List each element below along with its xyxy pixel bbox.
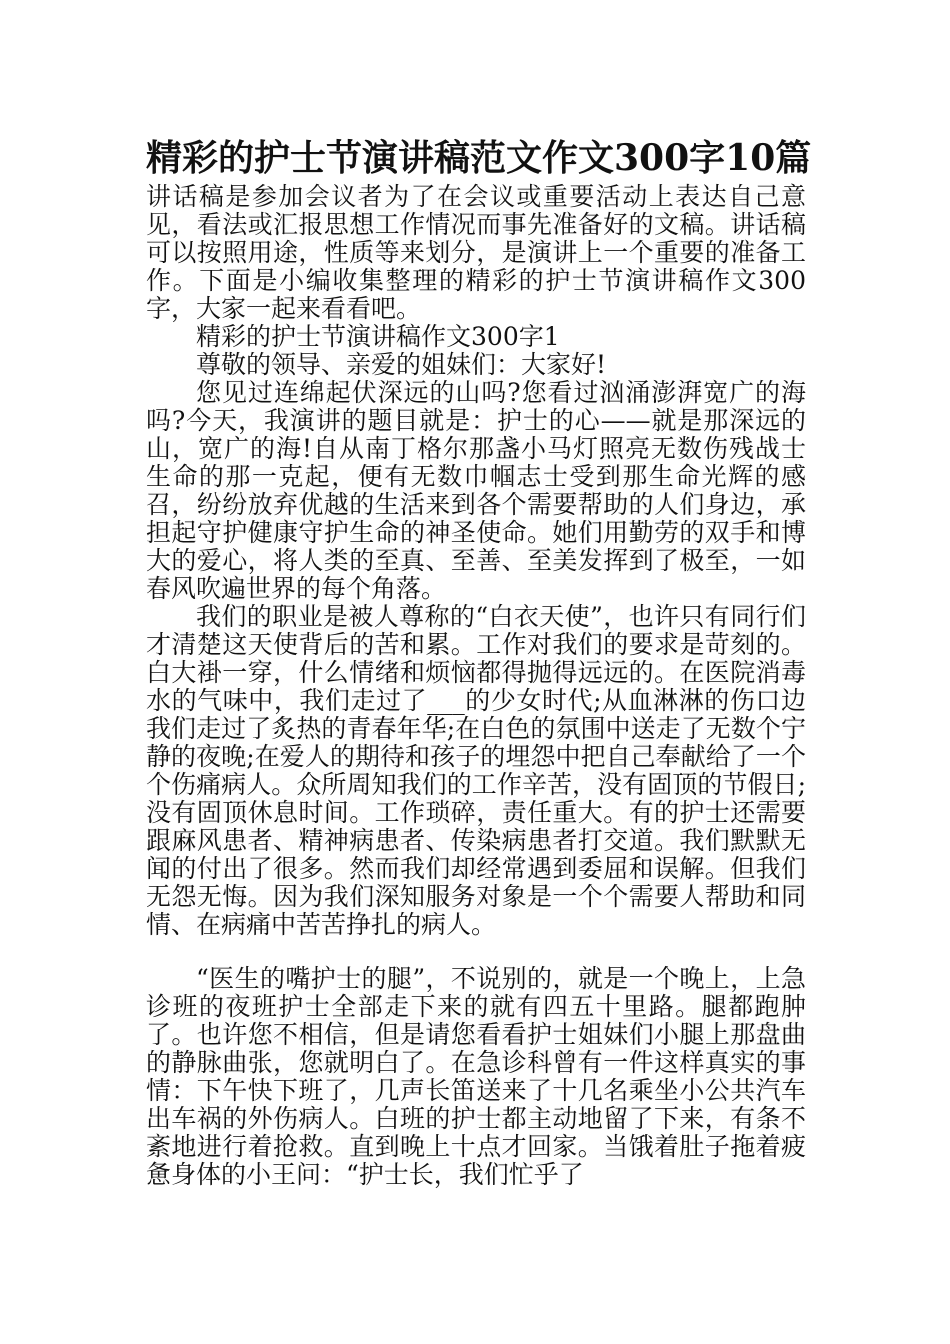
body-paragraph: 我们的职业是被人尊称的“白衣天使”，也许只有同行们才清楚这天使背后的苦和累。工作对我们的要求是苛刻的。白大褂一穿，什么情绪和烦恼都得抛得远远的。在医院消毒水的气味中，我们走过了___的少女时代;从血淋淋的伤口边我们走过了炙热的青春年华;在白色的氛围中送走了无数个宁静的夜晚;在爱人的期待和孩子的埋怨中把自己奉献给了一个个伤痛病人。众所周知我们的工作辛苦，没有固顶的节假日;没有固顶休息时间。工作琐碎，责任重大。有的护士还需要跟麻风患者、精神病患者、传染病患者打交道。我们默默无闻的付出了很多。然而我们却经常遇到委屈和误解。但我们无怨无悔。因为我们深知服务对象是一个个需要人帮助和同情、在病痛中苦苦挣扎的病人。 (146, 602, 806, 939)
document-body (146, 183, 806, 1189)
body-paragraph: “医生的嘴护士的腿”，不说别的，就是一个晚上，上急诊班的夜班护士全部走下来的就有四五十里路。腿都跑肿了。也许您不相信，但是请您看看护士姐妹们小腿上那盘曲的静脉曲张，您就明白了。在急诊科曾有一件这样真实的事情：下午快下班了，几声长笛送来了十几名乘坐小公共汽车出车祸的外伤病人。白班的护士都主动地留了下来，有条不紊地进行着抢救。直到晚上十点才回家。当饿着肚子拖着疲惫身体的小王问：“护士长，我们忙乎了 (146, 964, 806, 1189)
section-heading: 精彩的护士节演讲稿作文300字1 (196, 322, 560, 351)
body-paragraph: 您见过连绵起伏深远的山吗?您看过汹涌澎湃宽广的海吗?今天，我演讲的题目就是：护士的心——就是那深远的山，宽广的海!自从南丁格尔那盏小马灯照亮无数伤残战士生命的那一克起，便有无数巾帼志士受到那生命光辉的感召，纷纷放弃优越的生活来到各个需要帮助的人们身边，承担起守护健康守护生命的神圣使命。她们用勤劳的双手和博大的爱心，将人类的至真、至善、至美发挥到了极至，一如春风吹遍世界的每个角落。 (146, 378, 806, 603)
salutation-paragraph: 尊敬的领导、亲爱的姐妹们：大家好! (196, 350, 607, 379)
intro-paragraph: 讲话稿是参加会议者为了在会议或重要活动上表达自己意见，看法或汇报思想工作情况而事先准备好的文稿。讲话稿可以按照用途，性质等来划分，是演讲上一个重要的准备工作。下面是小编收集整理的精彩的护士节演讲稿作文300字，大家一起来看看吧。 (146, 182, 806, 323)
document-title: 精彩的护士节演讲稿范文作文300字10篇 (146, 137, 812, 179)
